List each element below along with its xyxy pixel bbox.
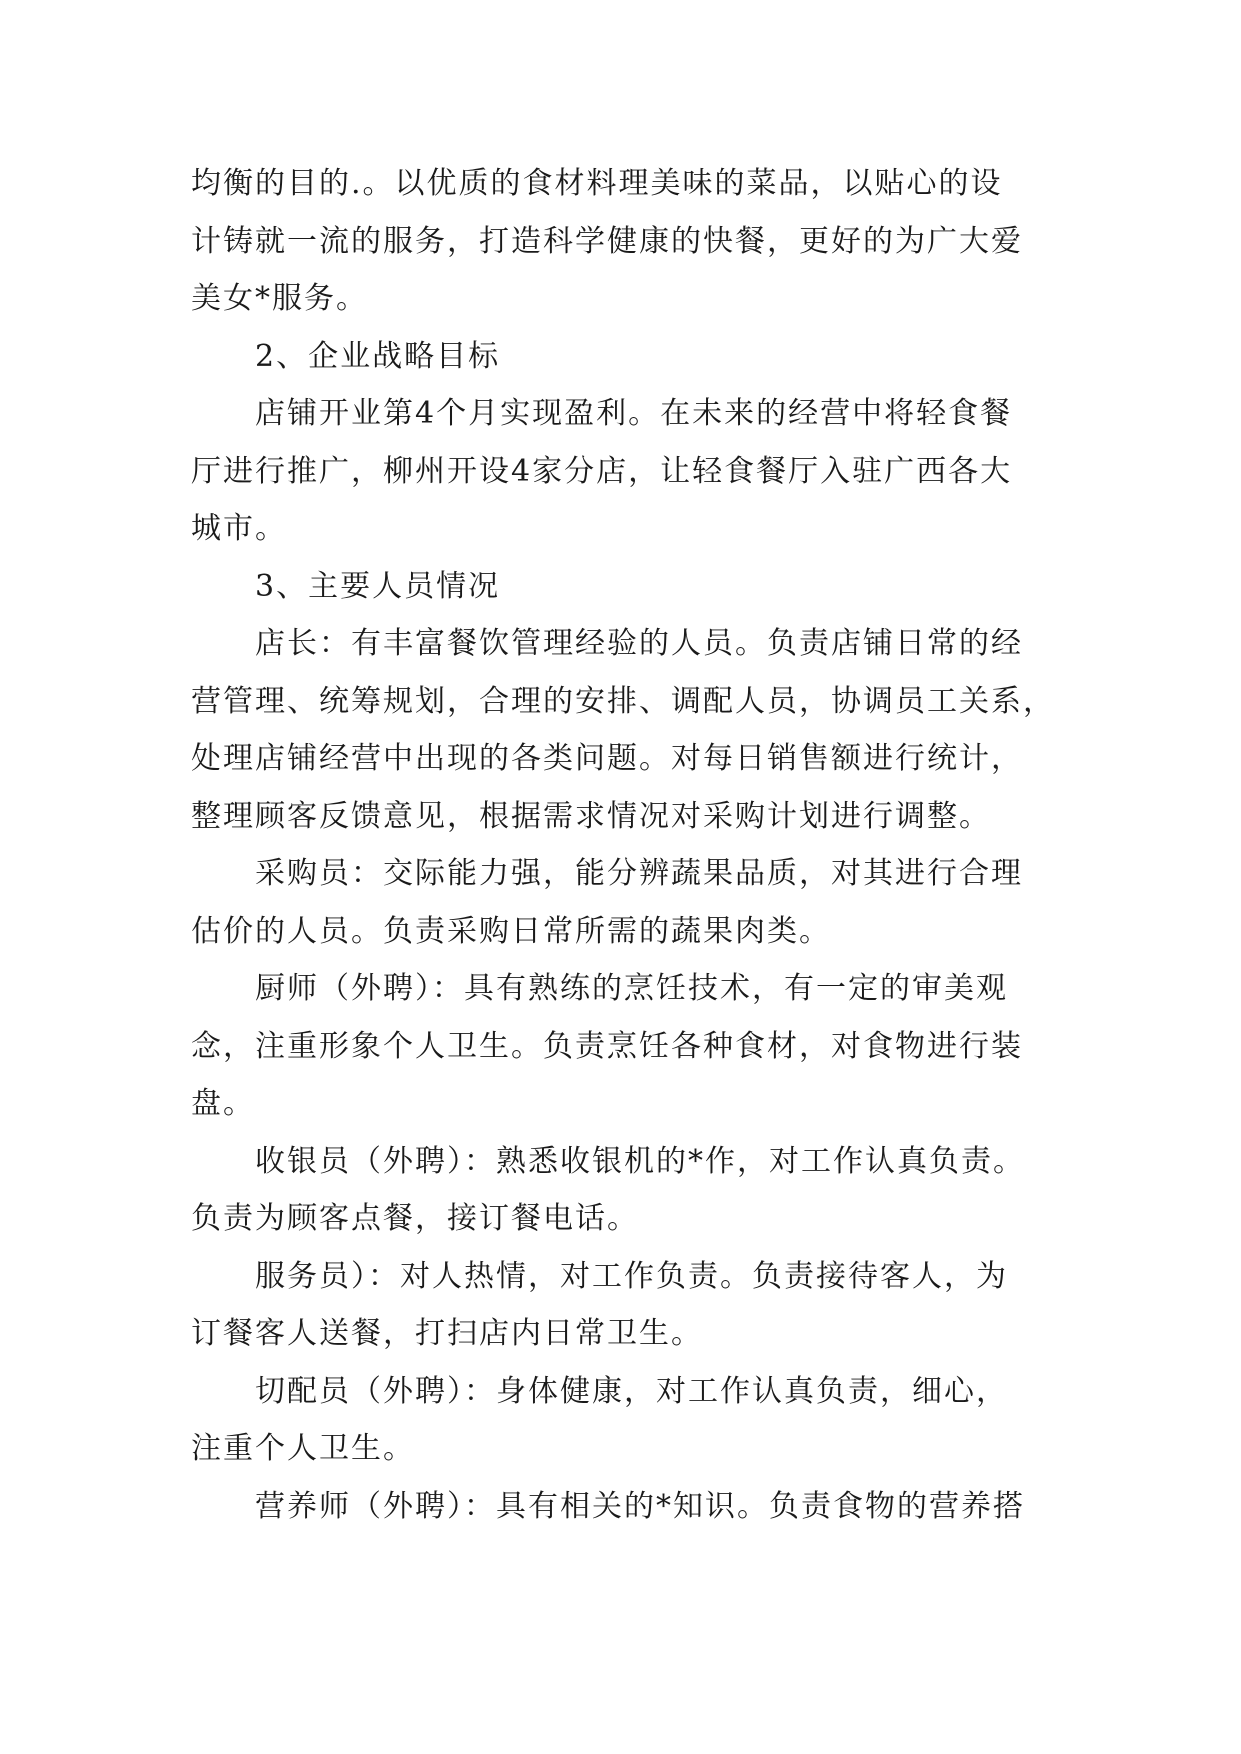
paragraph-prep-cook: 切配员（外聘）：身体健康，对工作认真负责，细心， 注重个人卫生。 (191, 1373, 1008, 1466)
paragraph-cashier: 收银员（外聘）：熟悉收银机的*作，对工作认真负责。 负责为顾客点餐，接订餐电话。 (191, 1143, 1025, 1236)
document-body (191, 155, 1071, 1535)
heading-key-personnel: 3、主要人员情况 (255, 568, 501, 604)
heading-strategic-goals: 2、企业战略目标 (255, 338, 501, 374)
paragraph-waiter: 服务员）：对人热情，对工作负责。负责接待客人，为 订餐客人送餐，打扫店内日常卫生。 (191, 1258, 1008, 1351)
paragraph-strategic-goals: 店铺开业第4个月实现盈利。在未来的经营中将轻食餐 厅进行推广，柳州开设4家分店，让轻食餐厅入驻广西各大 城市。 (191, 396, 1013, 546)
paragraph-chef: 厨师（外聘）：具有熟练的烹饪技术，有一定的审美观 念，注重形象个人卫生。负责烹饪各种食材，对食物进行装 盘。 (191, 971, 1023, 1121)
paragraph-store-manager: 店长：有丰富餐饮管理经验的人员。负责店铺日常的经 营管理、统筹规划，合理的安排、调配人员，协调员工关系， 处理店铺经营中出现的各类问题。对每日销售额进行统计， 整理顾客反馈意见，根据需求情况对采购计划进行调整。 (191, 626, 1055, 834)
paragraph-mission-continuation: 均衡的目的.。以优质的食材料理美味的菜品，以贴心的设 计铸就一流的服务，打造科学健康的快餐，更好的为广大爱 美女*服务。 (191, 166, 1023, 316)
paragraph-purchaser: 采购员：交际能力强，能分辨蔬果品质，对其进行合理 估价的人员。负责采购日常所需的蔬果肉类。 (191, 856, 1023, 949)
paragraph-nutritionist: 营养师（外聘）：具有相关的*知识。负责食物的营养搭 (255, 1488, 1025, 1524)
